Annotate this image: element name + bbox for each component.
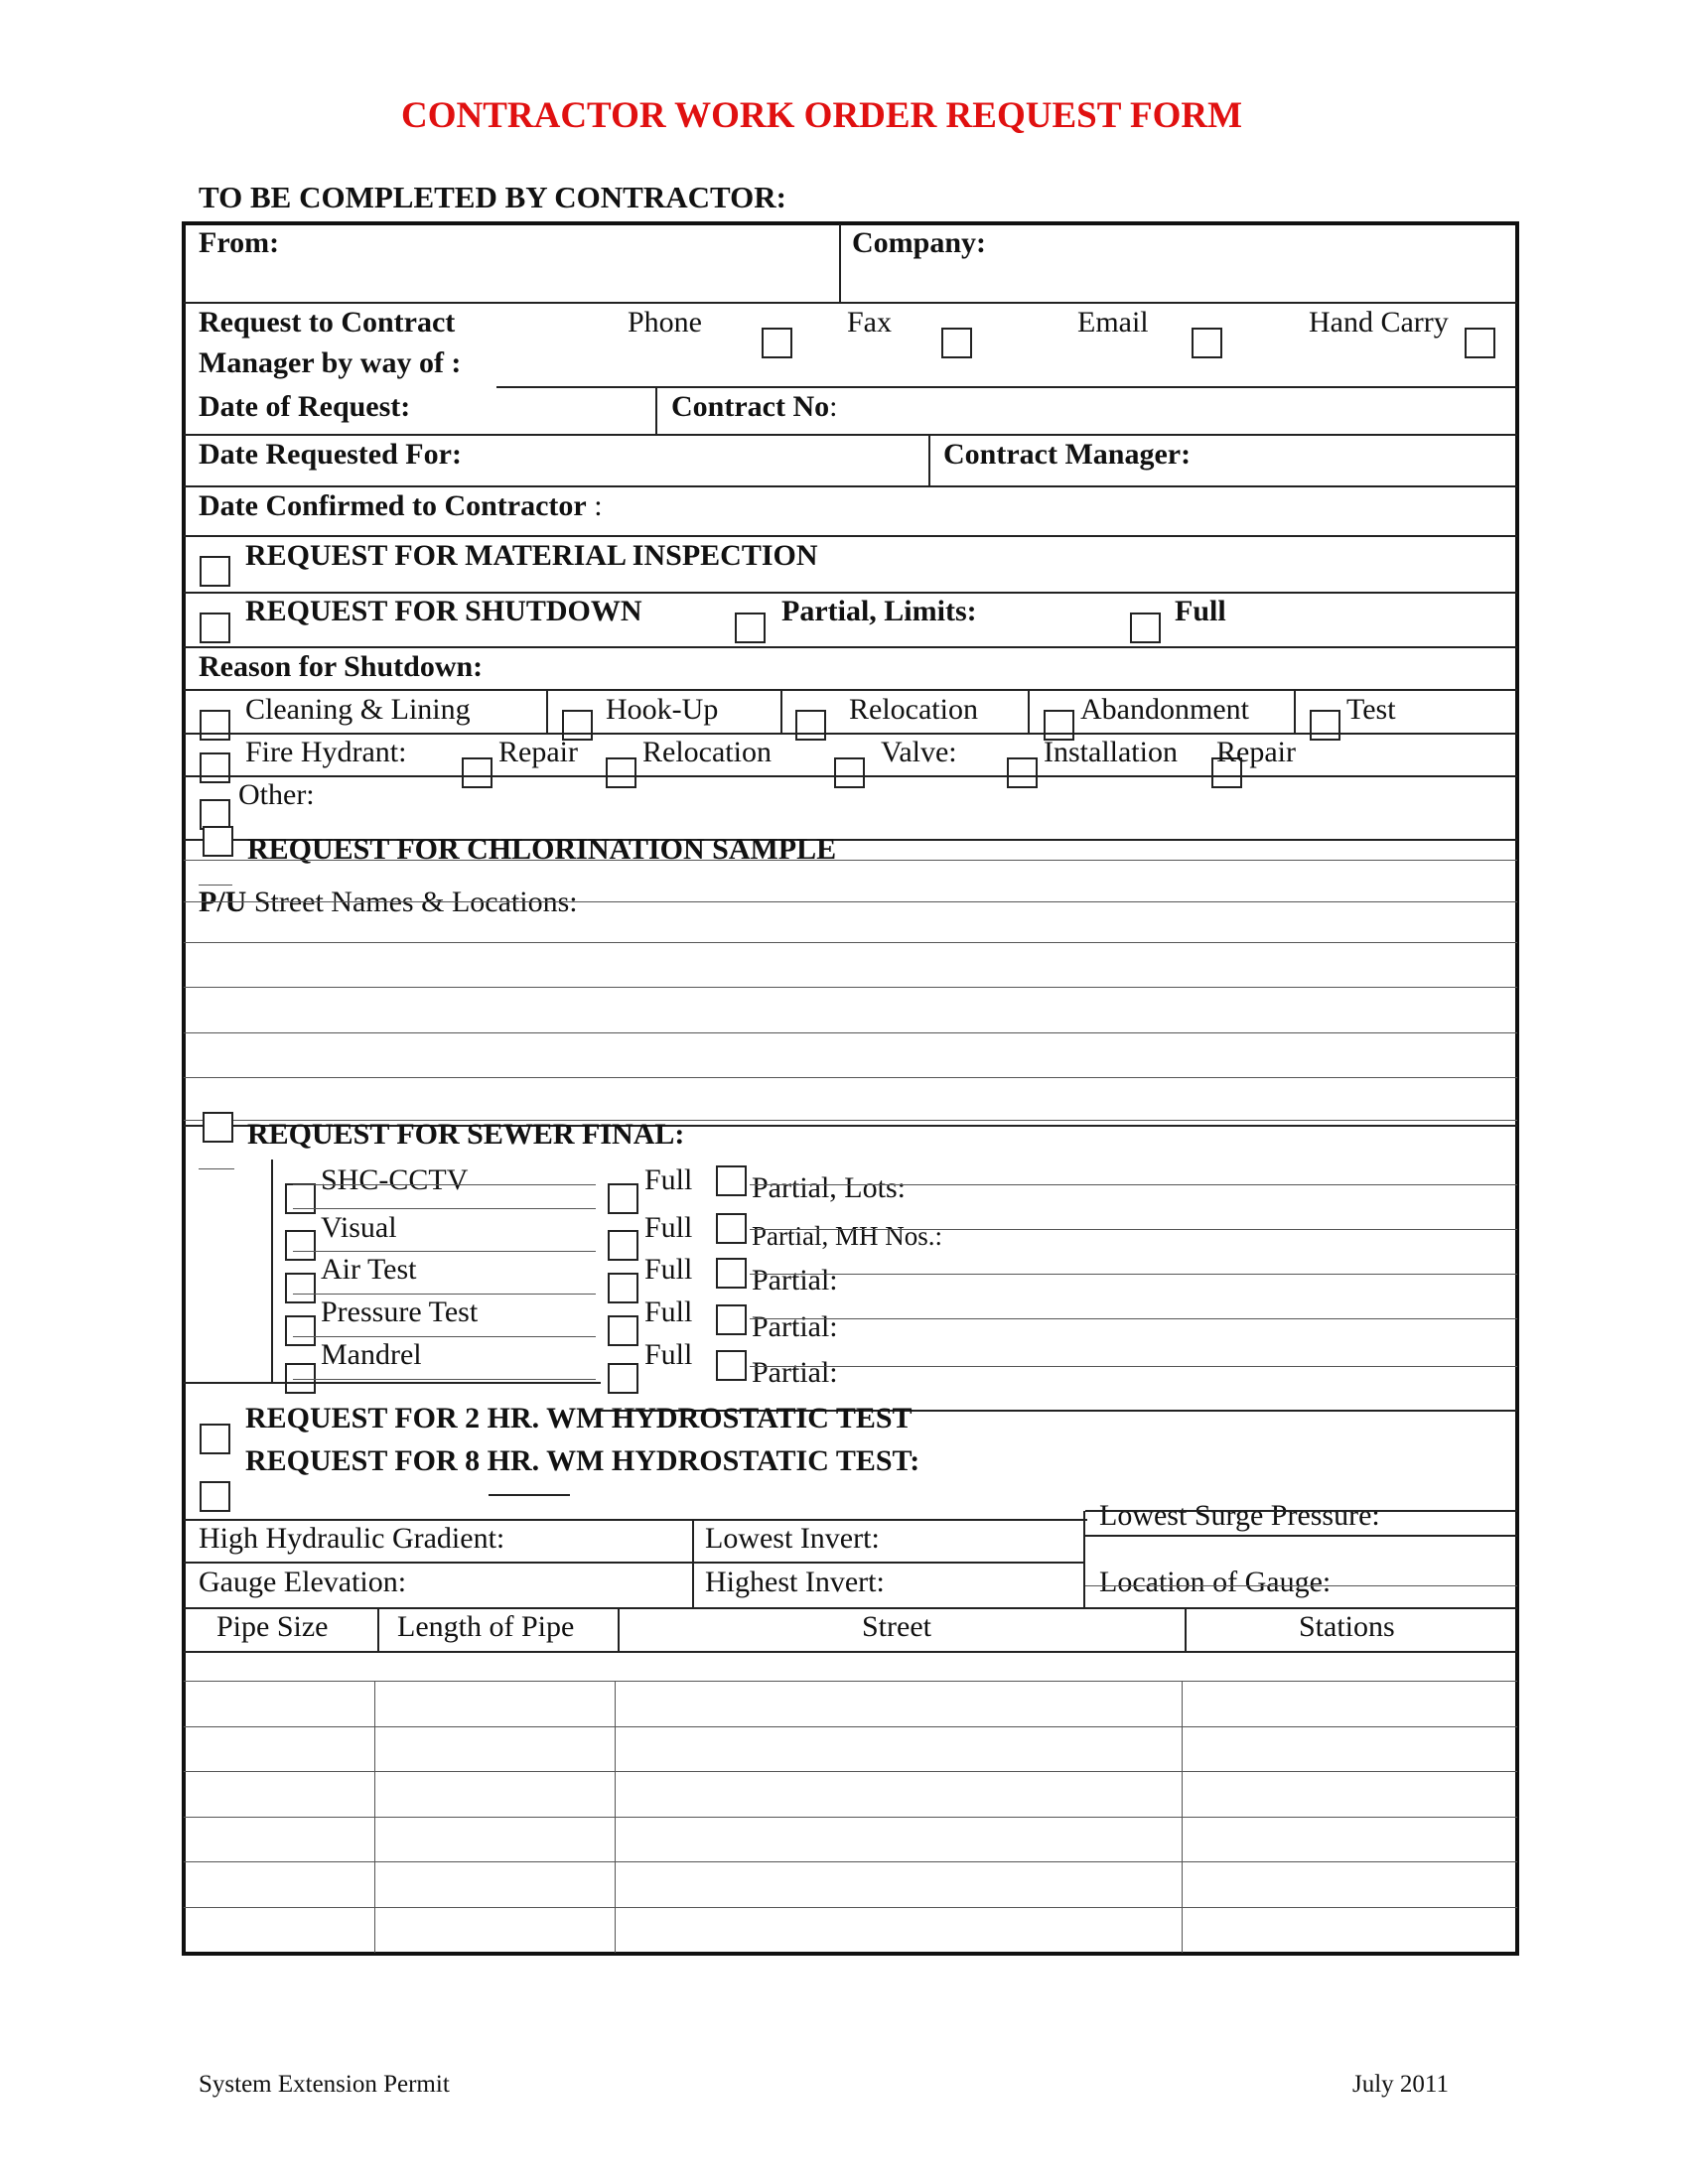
hydro-8hr-label: REQUEST FOR 8 HR. WM HYDROSTATIC TEST:: [245, 1444, 920, 1477]
divider: [184, 1607, 1517, 1609]
pipe-table-header-stations: Stations: [1299, 1610, 1395, 1643]
sewer-final-label: REQUEST FOR SEWER FINAL:: [247, 1118, 685, 1151]
divider: [184, 434, 1517, 436]
hydrant-repair-checkbox[interactable]: [462, 757, 492, 788]
sewer-final-checkbox[interactable]: [203, 1112, 233, 1143]
request-method-label-line1: Request to Contract: [199, 306, 456, 339]
table-column-line: [374, 1681, 375, 1953]
lowest-surge-label: Lowest Surge Pressure:: [1099, 1499, 1380, 1532]
divider: [839, 224, 841, 304]
method-fax-checkbox[interactable]: [941, 328, 972, 358]
divider: [184, 302, 1517, 304]
sewer-partial-label: Partial:: [752, 1310, 838, 1343]
gauge-location-label: Location of Gauge:: [1099, 1566, 1332, 1598]
sewer-full-label: Full: [644, 1296, 693, 1328]
contract-no-text: Contract No: [671, 390, 830, 423]
sewer-full-label: Full: [644, 1211, 693, 1244]
hydrant-relocation-label: Relocation: [642, 736, 772, 768]
divider: [184, 775, 1517, 777]
divider: [184, 535, 1517, 537]
sewer-test-label: Visual: [321, 1211, 397, 1244]
date-confirmed-colon: :: [586, 489, 603, 522]
divider: [184, 1519, 1087, 1521]
sewer-test-checkbox[interactable]: [285, 1183, 316, 1214]
divider: [184, 592, 1517, 594]
sewer-test-label: Mandrel: [321, 1338, 422, 1371]
from-label: From:: [199, 226, 280, 259]
table-row-line: [184, 1817, 1517, 1818]
hydrant-repair-label: Repair: [498, 736, 578, 768]
divider: [184, 485, 1517, 487]
divider: [780, 690, 782, 733]
sewer-partial-checkbox[interactable]: [716, 1258, 747, 1289]
method-phone-label: Phone: [628, 306, 702, 339]
method-email-checkbox[interactable]: [1192, 328, 1222, 358]
form-title: CONTRACTOR WORK ORDER REQUEST FORM: [401, 95, 1242, 136]
shutdown-label: REQUEST FOR SHUTDOWN: [245, 595, 642, 627]
method-phone-checkbox[interactable]: [762, 328, 792, 358]
table-column-line: [615, 1681, 616, 1953]
sewer-test-checkbox[interactable]: [285, 1230, 316, 1261]
method-email-label: Email: [1077, 306, 1149, 339]
divider: [184, 1651, 1517, 1653]
material-inspection-checkbox[interactable]: [200, 556, 230, 587]
divider: [184, 1562, 1085, 1564]
chlorination-checkbox[interactable]: [203, 826, 233, 857]
shutdown-checkbox[interactable]: [200, 613, 230, 643]
sewer-partial-checkbox[interactable]: [716, 1165, 747, 1196]
sewer-partial-checkbox[interactable]: [716, 1350, 747, 1381]
sewer-partial-label: Partial, Lots:: [752, 1171, 906, 1204]
sewer-row-line: [293, 1379, 596, 1380]
sewer-test-label: SHC-CCTV: [321, 1163, 469, 1196]
divider: [184, 1382, 601, 1384]
chlorination-label: REQUEST FOR CHLORINATION SAMPLE: [247, 833, 837, 866]
hydro-8hr-underline: [489, 1494, 570, 1496]
divider: [184, 733, 1517, 735]
pipe-table-header-street: Street: [862, 1610, 931, 1643]
divider: [377, 1608, 379, 1652]
table-row-line: [184, 1771, 1517, 1772]
company-label: Company:: [852, 226, 987, 259]
request-method-underline: [496, 386, 1517, 388]
method-fax-label: Fax: [847, 306, 892, 339]
sewer-test-checkbox[interactable]: [285, 1273, 316, 1303]
reason-valve-label: Valve:: [881, 736, 957, 768]
hydro-2hr-label: REQUEST FOR 2 HR. WM HYDROSTATIC TEST: [245, 1402, 913, 1434]
divider: [1185, 1608, 1187, 1652]
lowest-invert-label: Lowest Invert:: [705, 1522, 880, 1555]
sewer-row-line: [750, 1274, 1517, 1275]
reason-test-checkbox[interactable]: [1310, 710, 1340, 741]
hydro-8hr-checkbox[interactable]: [200, 1481, 230, 1512]
sewer-row-line: [293, 1184, 596, 1185]
divider: [618, 1608, 620, 1652]
contract-no-colon: :: [829, 390, 838, 423]
reason-hook-up-label: Hook-Up: [606, 693, 719, 726]
method-hand-carry-label: Hand Carry: [1309, 306, 1449, 339]
shutdown-reason-label: Reason for Shutdown:: [199, 650, 484, 683]
reason-cleaning-lining-label: Cleaning & Lining: [245, 693, 471, 726]
footer-right: July 2011: [1352, 2071, 1449, 2098]
street-line: [184, 987, 1517, 988]
sewer-row-line: [293, 1294, 596, 1295]
sewer-full-checkbox[interactable]: [608, 1363, 638, 1394]
divider: [1083, 1511, 1085, 1608]
shutdown-partial-checkbox[interactable]: [735, 613, 766, 643]
hydrant-relocation-checkbox[interactable]: [606, 757, 636, 788]
date-requested-for-label: Date Requested For:: [199, 438, 462, 471]
table-row-line: [184, 1907, 1517, 1908]
sewer-row-line: [750, 1318, 1517, 1319]
divider: [1085, 1535, 1517, 1537]
date-of-request-label: Date of Request:: [199, 390, 411, 423]
divider: [546, 690, 548, 733]
sewer-full-label: Full: [644, 1163, 693, 1196]
reason-relocation-checkbox[interactable]: [795, 710, 826, 741]
section-heading: TO BE COMPLETED BY CONTRACTOR:: [199, 180, 786, 214]
sewer-partial-checkbox[interactable]: [716, 1213, 747, 1244]
table-row-line: [184, 1861, 1517, 1862]
reason-cleaning-lining-checkbox[interactable]: [200, 710, 230, 741]
sewer-partial-label: Partial:: [752, 1264, 838, 1297]
sewer-partial-label: Partial:: [752, 1356, 838, 1389]
high-hydraulic-gradient-label: High Hydraulic Gradient:: [199, 1522, 505, 1555]
contract-manager-label: Contract Manager:: [943, 438, 1192, 471]
gauge-elevation-label: Gauge Elevation:: [199, 1566, 407, 1598]
valve-repair-label: Repair: [1216, 736, 1296, 768]
sewer-row-line: [293, 1251, 596, 1252]
date-confirmed-text: Date Confirmed to Contractor: [199, 489, 587, 522]
shutdown-partial-label: Partial, Limits:: [781, 595, 977, 627]
footer-left: System Extension Permit: [199, 2071, 450, 2098]
divider: [184, 860, 1517, 861]
sewer-row-line: [293, 1208, 596, 1209]
table-column-line: [1182, 1681, 1183, 1953]
table-row-line: [184, 1726, 1517, 1727]
pickup-abbrev: P/U: [199, 886, 247, 918]
table-row-line: [184, 1681, 1517, 1682]
street-line: [184, 1077, 1517, 1078]
method-hand-carry-checkbox[interactable]: [1465, 328, 1495, 358]
reason-test-label: Test: [1346, 693, 1396, 726]
reason-valve-checkbox[interactable]: [834, 757, 865, 788]
sewer-partial-checkbox[interactable]: [716, 1304, 747, 1335]
divider: [1085, 1510, 1517, 1512]
street-line: [184, 1032, 1517, 1033]
shutdown-full-checkbox[interactable]: [1130, 613, 1161, 643]
sewer-row-line: [750, 1229, 1517, 1230]
sewer-full-checkbox[interactable]: [608, 1273, 638, 1303]
sewer-full-checkbox[interactable]: [608, 1183, 638, 1214]
sewer-test-label: Pressure Test: [321, 1296, 479, 1328]
street-line: [184, 901, 1517, 902]
request-method-label-line2: Manager by way of :: [199, 346, 462, 379]
sewer-dash: [199, 1168, 234, 1169]
sewer-row-line: [293, 1336, 596, 1337]
sewer-full-label: Full: [644, 1253, 693, 1286]
sewer-full-checkbox[interactable]: [608, 1230, 638, 1261]
valve-installation-checkbox[interactable]: [1007, 757, 1038, 788]
sewer-row-line: [750, 1184, 1517, 1185]
pipe-table-header-length: Length of Pipe: [397, 1610, 575, 1643]
reason-abandonment-label: Abandonment: [1080, 693, 1249, 726]
valve-installation-label: Installation: [1044, 736, 1178, 768]
hydro-2hr-checkbox[interactable]: [200, 1424, 230, 1454]
date-confirmed-label: [199, 491, 603, 521]
reason-fire-hydrant-label: Fire Hydrant:: [245, 736, 407, 768]
highest-invert-label: Highest Invert:: [705, 1566, 885, 1598]
divider: [655, 388, 657, 435]
contract-no-label: [671, 392, 837, 422]
pickup-street-label: [199, 887, 578, 917]
divider: [184, 689, 1517, 691]
reason-relocation-label: Relocation: [849, 693, 978, 726]
divider: [1085, 1585, 1517, 1586]
pickup-street-text: Street Names & Locations:: [246, 886, 578, 918]
divider: [692, 1520, 694, 1608]
sewer-partial-label: Partial, MH Nos.:: [752, 1221, 942, 1251]
material-inspection-label: REQUEST FOR MATERIAL INSPECTION: [245, 539, 818, 572]
sewer-full-label: Full: [644, 1338, 693, 1371]
sewer-test-label: Air Test: [321, 1253, 417, 1286]
sewer-tree-line: [271, 1160, 273, 1382]
divider: [1028, 690, 1030, 733]
form-frame: [182, 221, 1519, 1956]
reason-fire-hydrant-checkbox[interactable]: [200, 752, 230, 783]
sewer-full-checkbox[interactable]: [608, 1315, 638, 1346]
divider: [1294, 690, 1296, 733]
divider: [928, 435, 930, 486]
street-line: [184, 942, 1517, 943]
sewer-row-line: [750, 1366, 1517, 1367]
divider: [184, 646, 1517, 648]
pipe-table-header-pipe-size: Pipe Size: [216, 1610, 329, 1643]
reason-other-label: Other:: [238, 778, 315, 811]
sewer-test-checkbox[interactable]: [285, 1315, 316, 1346]
shutdown-full-label: Full: [1175, 595, 1226, 627]
